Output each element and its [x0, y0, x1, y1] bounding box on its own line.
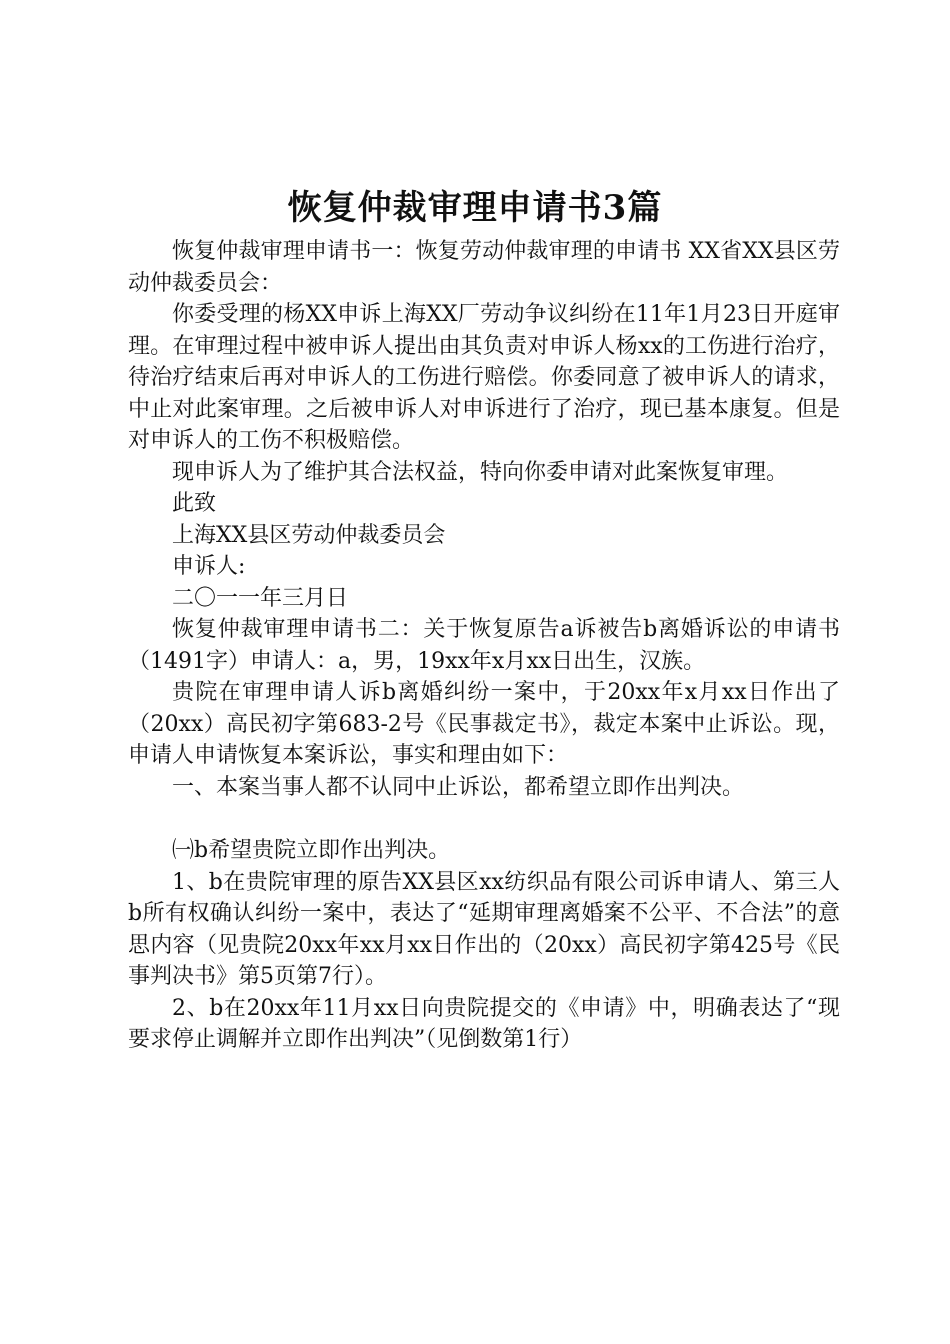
document-title: 恢复仲裁审理申请书3篇 — [287, 188, 663, 228]
date-line: 二〇一一年三月日 — [172, 585, 349, 611]
document-body — [128, 236, 840, 1056]
paragraph-7: 2、b在20xx年11月xx日向贵院提交的《申请》中，明确表达了“现要求停止调解并立即作出判决”（见倒数第1行） — [128, 995, 840, 1052]
paragraph-3: 现申诉人为了维护其合法权益，特向你委申请对此案恢复审理。 — [172, 459, 789, 485]
appellant-line: 申诉人: — [172, 554, 246, 579]
addressee-line: 上海XX县区劳动仲裁委员会 — [172, 522, 446, 548]
paragraph-6: 1、b在贵院审理的原告XX县区xx纺织品有限公司诉申请人、第三人b所有权确认纠纷一案中，表达了“延期审理离婚案不公平、不合法”的意思内容（见贵院20xx年xx月xx日作出的（20xx）高民初字第425号《民事判决书》第5页第7行）。 — [128, 869, 840, 989]
paragraph-2: 你委受理的杨XX申诉上海XX厂劳动争议纠纷在11年1月23日开庭审理。在审理过程中被申诉人提出由其负责对申诉人杨xx的工伤进行治疗，待治疗结束后再对申诉人的工伤进行赔偿。你委同意了被申诉人的请求，中止对此案审理。之后被申诉人对申诉进行了治疗，现已基本康复。但是对申诉人的工伤不积极赔偿。 — [128, 302, 840, 453]
paragraph-1: 恢复仲裁审理申请书一：恢复劳动仲裁审理的申请书 XX省XX县区劳动仲裁委员会： — [128, 239, 840, 296]
subsection-heading-1: ㈠b希望贵院立即作出判决。 — [172, 838, 451, 863]
paragraph-4: 恢复仲裁审理申请书二：关于恢复原告a诉被告b离婚诉讼的申请书（1491字）申请人：a，男，19xx年x月xx日出生，汉族。 — [128, 617, 840, 674]
paragraph-5: 贵院在审理申请人诉b离婚纠纷一案中，于20xx年x月xx日作出了（20xx）高民初字第683-2号《民事裁定书》，裁定本案中止诉讼。现，申请人申请恢复本案诉讼，事实和理由如下： — [128, 680, 840, 768]
salutation-line: 此致 — [172, 491, 217, 516]
section-heading-1: 一、本案当事人都不认同中止诉讼，都希望立即作出判决。 — [172, 774, 745, 800]
